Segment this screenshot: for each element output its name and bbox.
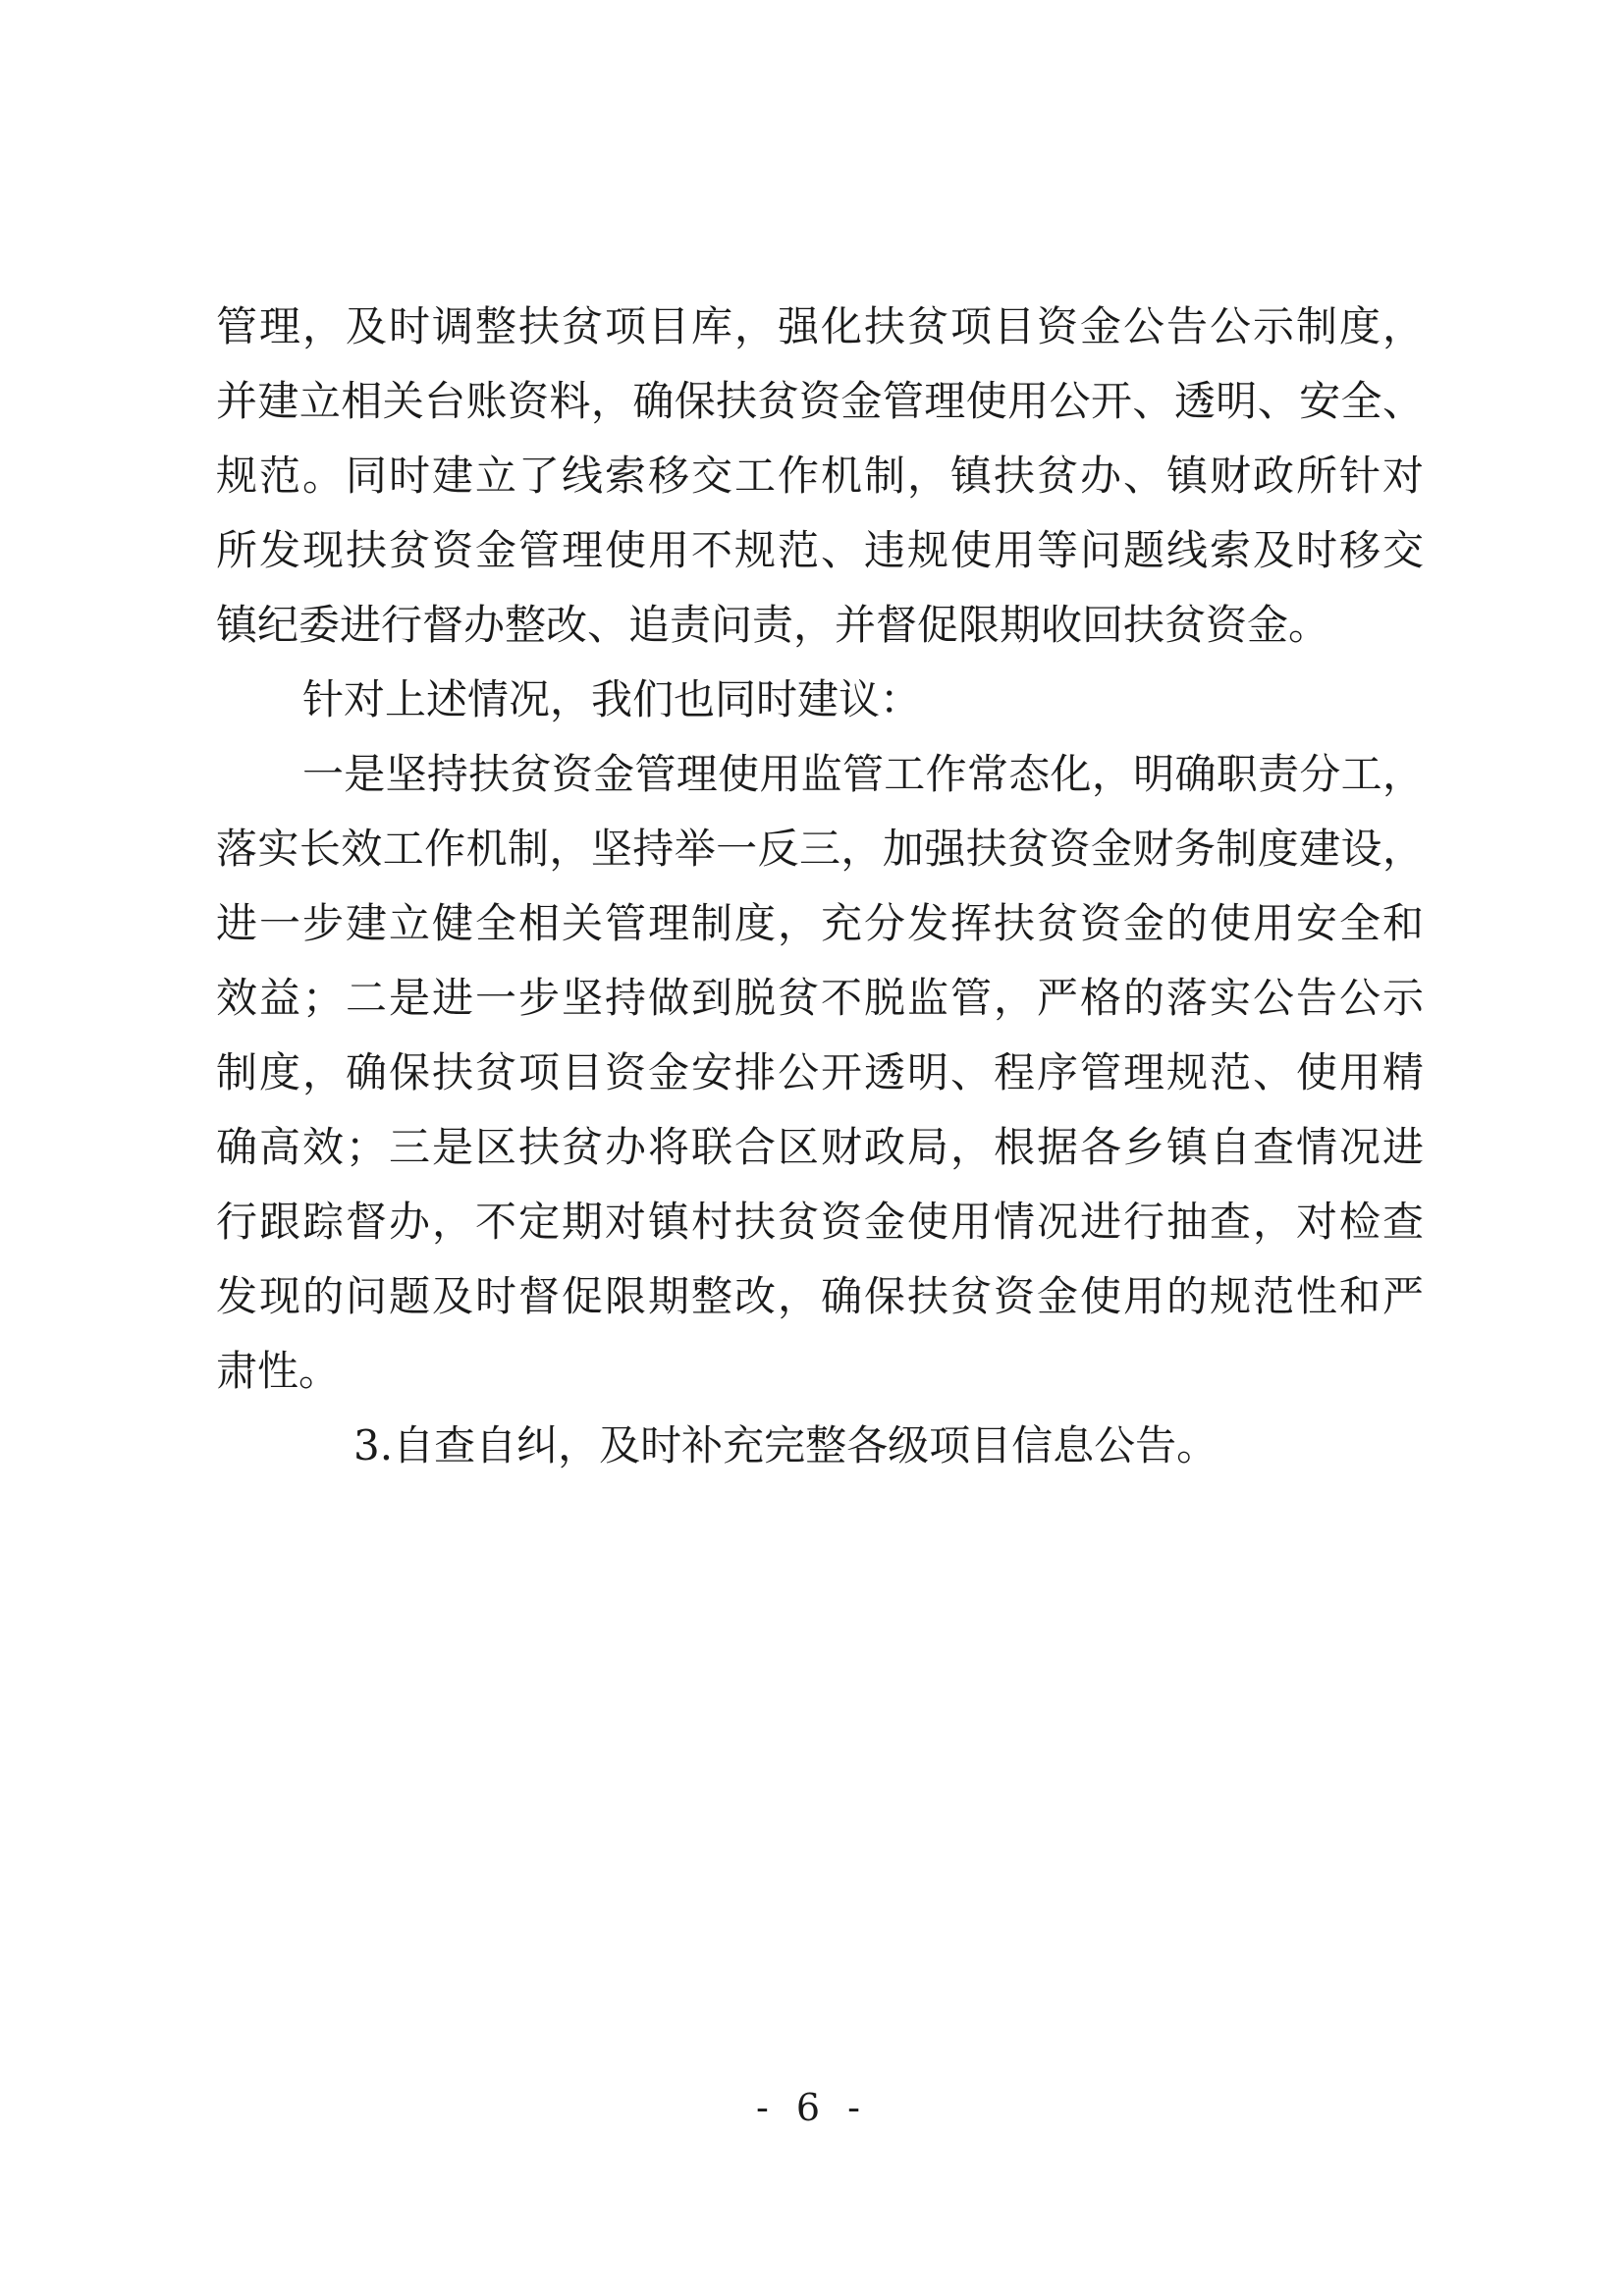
paragraph-line: 行跟踪督办，不定期对镇村扶贫资金使用情况进行抽查，对检查 [216, 1198, 1424, 1246]
paragraph-line: 镇纪委进行督办整改、追责问责，并督促限期收回扶贫资金。 [216, 601, 1330, 649]
paragraph-line: 肃性。 [216, 1347, 341, 1395]
paragraph-line: 管理，及时调整扶贫项目库，强化扶贫项目资金公告公示制度， [216, 302, 1424, 350]
paragraph-line: 进一步建立健全相关管理制度，充分发挥扶贫资金的使用安全和 [216, 899, 1424, 947]
paragraph-line: 3.自查自纠，及时补充完整各级项目信息公告。 [353, 1421, 1218, 1469]
paragraph-line: 效益；二是进一步坚持做到脱贫不脱监管，严格的落实公告公示 [216, 974, 1424, 1022]
paragraph-line: 所发现扶贫资金管理使用不规范、违规使用等问题线索及时移交 [216, 526, 1424, 574]
paragraph-line: 并建立相关台账资料，确保扶贫资金管理使用公开、透明、安全、 [216, 377, 1424, 425]
paragraph-line: 发现的问题及时督促限期整改，确保扶贫资金使用的规范性和严 [216, 1272, 1424, 1320]
paragraph-line: 规范。同时建立了线索移交工作机制，镇扶贫办、镇财政所针对 [216, 452, 1424, 500]
paragraph-line: 针对上述情况，我们也同时建议： [302, 675, 922, 723]
paragraph-line: 一是坚持扶贫资金管理使用监管工作常态化，明确职责分工， [302, 750, 1424, 798]
paragraph-line: 落实长效工作机制，坚持举一反三，加强扶贫资金财务制度建设， [216, 825, 1424, 873]
paragraph-line: 制度，确保扶贫项目资金安排公开透明、程序管理规范、使用精 [216, 1048, 1424, 1096]
paragraph-line: 确高效；三是区扶贫办将联合区财政局，根据各乡镇自查情况进 [216, 1123, 1424, 1171]
page-number: - 6 - [755, 2086, 868, 2129]
document-body [216, 290, 1424, 1483]
